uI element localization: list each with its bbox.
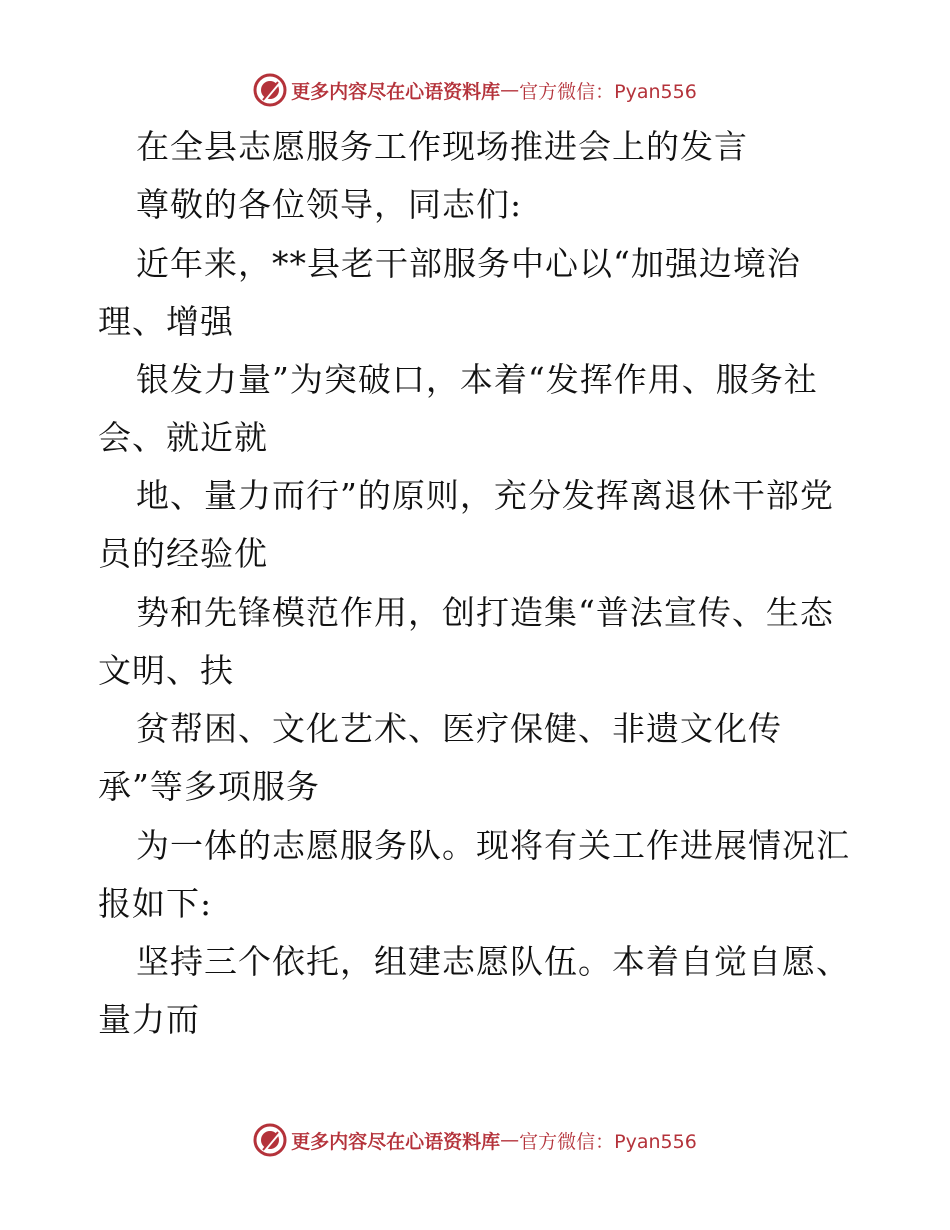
body-line: 文明、扶 [98, 651, 234, 690]
body-line: 银发力量”为突破口，本着“发挥作用、服务社 [136, 360, 818, 399]
body-line: 员的经验优 [98, 534, 268, 573]
body-line: 量力而 [98, 1000, 200, 1039]
watermark-main-text: 更多内容尽在心语资料库 [291, 80, 501, 103]
body-line: 近年来，**县老干部服务中心以“加强边境治 [136, 244, 801, 283]
body-line: 坚持三个依托，组建志愿队伍。本着自觉自愿、 [136, 942, 850, 981]
salutation-line: 尊敬的各位领导，同志们: [136, 185, 523, 224]
header-watermark [0, 70, 950, 110]
watermark-separator: — [500, 79, 520, 101]
body-line: 势和先锋模范作用，创打造集“普法宣传、生态 [136, 593, 834, 632]
watermark-main-text: 更多内容尽在心语资料库 [291, 1130, 501, 1153]
body-line: 贫帮困、文化艺术、医疗保健、非遗文化传 [136, 709, 782, 748]
watermark-wechat-text: 官方微信：Pyan556 [519, 80, 697, 103]
body-line: 会、就近就 [98, 418, 268, 457]
body-line: 为一体的志愿服务队。现将有关工作进展情况汇 [136, 826, 850, 865]
document-title: 在全县志愿服务工作现场推进会上的发言 [136, 127, 748, 166]
body-line: 承”等多项服务 [98, 767, 320, 806]
body-line: 报如下: [98, 884, 213, 923]
body-line: 理、增强 [98, 302, 234, 341]
pen-logo-icon [253, 73, 287, 107]
watermark-wechat-text: 官方微信：Pyan556 [519, 1130, 697, 1153]
pen-logo-icon [253, 1123, 287, 1157]
footer-watermark [0, 1120, 950, 1160]
body-line: 地、量力而行”的原则，充分发挥离退休干部党 [136, 476, 834, 515]
watermark-separator: — [500, 1129, 520, 1151]
